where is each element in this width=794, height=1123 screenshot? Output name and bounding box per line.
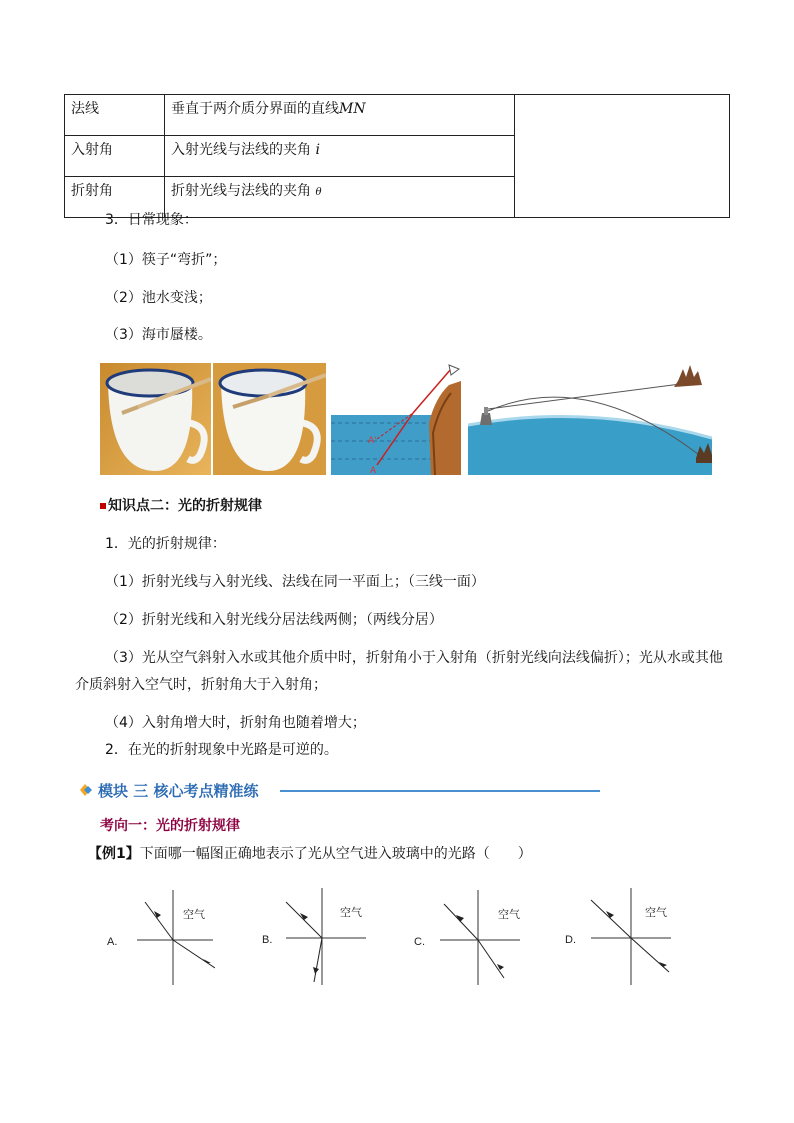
law-heading: 1．光的折射规律： [105, 536, 226, 552]
symbol-text: MN [339, 101, 366, 117]
option-letter: D. [565, 934, 576, 946]
mirage-diagram [468, 363, 712, 475]
term-cell: 入射角 [65, 136, 165, 177]
module-banner [74, 780, 604, 802]
medium-label: 空气 [645, 906, 667, 919]
phenomenon-item: （2）池水变浅； [105, 290, 212, 306]
example-tag: 【例1】 [88, 846, 140, 862]
definition-cell [165, 136, 515, 177]
topic-title: 考向一：光的折射规律 [100, 818, 240, 834]
law-item-continued: 介质斜射入空气时，折射角大于入射角； [75, 677, 327, 693]
option-letter: A. [107, 936, 118, 948]
empty-cell [515, 95, 730, 218]
option-d-diagram[interactable] [565, 880, 675, 990]
law-item: （4）入射角增大时，折射角也随着增大； [105, 715, 366, 731]
reversibility-note: 2．在光的折射现象中光路是可逆的。 [105, 742, 338, 758]
module-title: 模块 三 核心考点精准练 [98, 782, 259, 800]
definition-text: 折射光线与法线的夹角 [171, 183, 311, 199]
image-label: A' [368, 436, 377, 446]
diamond-icon [74, 781, 96, 799]
symbol-text: θ [315, 187, 322, 198]
definition-cell [165, 95, 515, 136]
pool-diagram [331, 363, 461, 475]
law-item: （2）折射光线和入射光线分居法线两侧；（两线分居） [105, 612, 443, 628]
phenomenon-item: （3）海市蜃楼。 [105, 327, 212, 343]
option-letter: C. [414, 936, 425, 948]
option-b-diagram[interactable] [262, 880, 372, 990]
section-title [100, 496, 262, 516]
section-title-text: 知识点二：光的折射规律 [108, 498, 262, 514]
table-row [65, 95, 730, 136]
phenomenon-item: （1）筷子“弯折”； [105, 252, 227, 268]
option-c-diagram[interactable] [414, 880, 524, 990]
medium-label: 空气 [498, 908, 520, 921]
example-question [88, 844, 532, 864]
phenomena-heading: 3．日常现象： [105, 212, 198, 228]
medium-label: 空气 [340, 906, 362, 919]
definition-text: 垂直于两介质分界面的直线 [171, 101, 339, 117]
term-cell: 折射角 [65, 177, 165, 218]
medium-label: 空气 [183, 908, 205, 921]
law-item: （3）光从空气斜射入水或其他介质中时，折射角小于入射角（折射光线向法线偏折）；光从水或其他 [105, 650, 723, 666]
option-letter: B. [262, 934, 273, 946]
law-item: （1）折射光线与入射光线、法线在同一平面上；（三线一面） [105, 574, 485, 590]
definition-cell [165, 177, 515, 218]
image-label: A [370, 466, 377, 475]
banner-divider [280, 790, 600, 792]
question-text: 下面哪一幅图正确地表示了光从空气进入玻璃中的光路（ ） [139, 846, 532, 862]
cup-photo-1 [100, 363, 211, 475]
symbol-text: i [315, 142, 320, 158]
definition-text: 入射光线与法线的夹角 [171, 142, 311, 158]
cup-photo-2 [213, 363, 326, 475]
bullet-square-icon [100, 503, 106, 509]
option-a-diagram[interactable] [105, 880, 215, 990]
definition-table [64, 94, 730, 218]
term-cell: 法线 [65, 95, 165, 136]
